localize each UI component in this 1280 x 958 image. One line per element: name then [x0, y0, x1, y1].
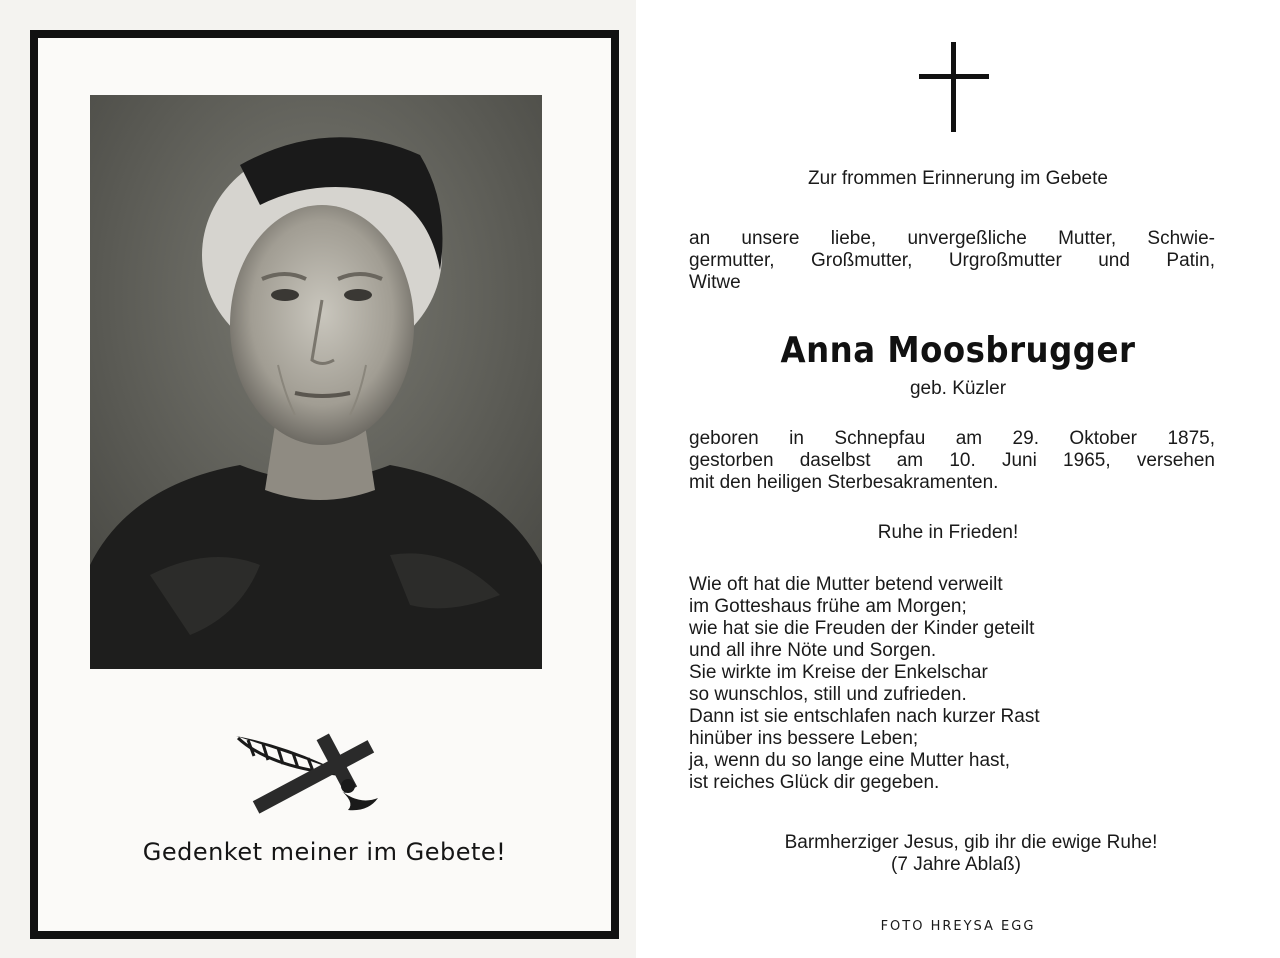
poem-line: so wunschlos, still und zufrieden. [689, 684, 967, 705]
life-line-2: gestorben daselbst am 10. Juni 1965, versehen [689, 450, 1215, 471]
maiden-name: geb. Küzler [909, 378, 1007, 399]
dedication-line-3: Witwe [689, 272, 741, 293]
poem-line: ist reiches Glück dir gegeben. [689, 772, 940, 793]
cross-icon [919, 42, 989, 132]
dedication-line-1: an unsere liebe, unvergeßliche Mutter, Schwie- [689, 228, 1215, 249]
prayer: Barmherziger Jesus, gib ihr die ewige Ruhe! [784, 832, 1158, 853]
poem-line: hinüber ins bessere Leben; [689, 728, 919, 749]
dedication-line-2: germutter, Großmutter, Urgroßmutter und Patin, [689, 250, 1215, 271]
right-card [636, 0, 1280, 958]
portrait-photo [90, 95, 542, 669]
left-caption: Gedenket meiner im Gebete! [142, 838, 507, 866]
life-line-1: geboren in Schnepfau am 29. Oktober 1875, [689, 428, 1215, 449]
poem-line: und all ihre Nöte und Sorgen. [689, 640, 937, 661]
indulgence: (7 Jahre Ablaß) [891, 854, 1021, 875]
poem-line: Wie oft hat die Mutter betend verweilt [689, 574, 1003, 595]
poem-line: wie hat sie die Freuden der Kinder geteilt [689, 618, 1035, 639]
poem-line: im Gotteshaus frühe am Morgen; [689, 596, 967, 617]
portrait-image [90, 95, 542, 669]
heading: Zur frommen Erinnerung im Gebete [808, 168, 1108, 189]
poem-line: Dann ist sie entschlafen nach kurzer Rast [689, 706, 1040, 727]
deceased-name: Anna Moosbrugger [780, 330, 1136, 371]
rest-in-peace: Ruhe in Frieden! [877, 522, 1019, 543]
life-line-3: mit den heiligen Sterbesakramenten. [689, 472, 999, 493]
poem-line: ja, wenn du so lange eine Mutter hast, [689, 750, 1011, 771]
black-mourning-border [30, 30, 619, 939]
left-card [0, 0, 636, 958]
cross-palm-emblem [228, 726, 398, 816]
poem-line: Sie wirkte im Kreise der Enkelschar [689, 662, 988, 683]
photo-credit: FOTO HREYSA EGG [880, 919, 1036, 934]
